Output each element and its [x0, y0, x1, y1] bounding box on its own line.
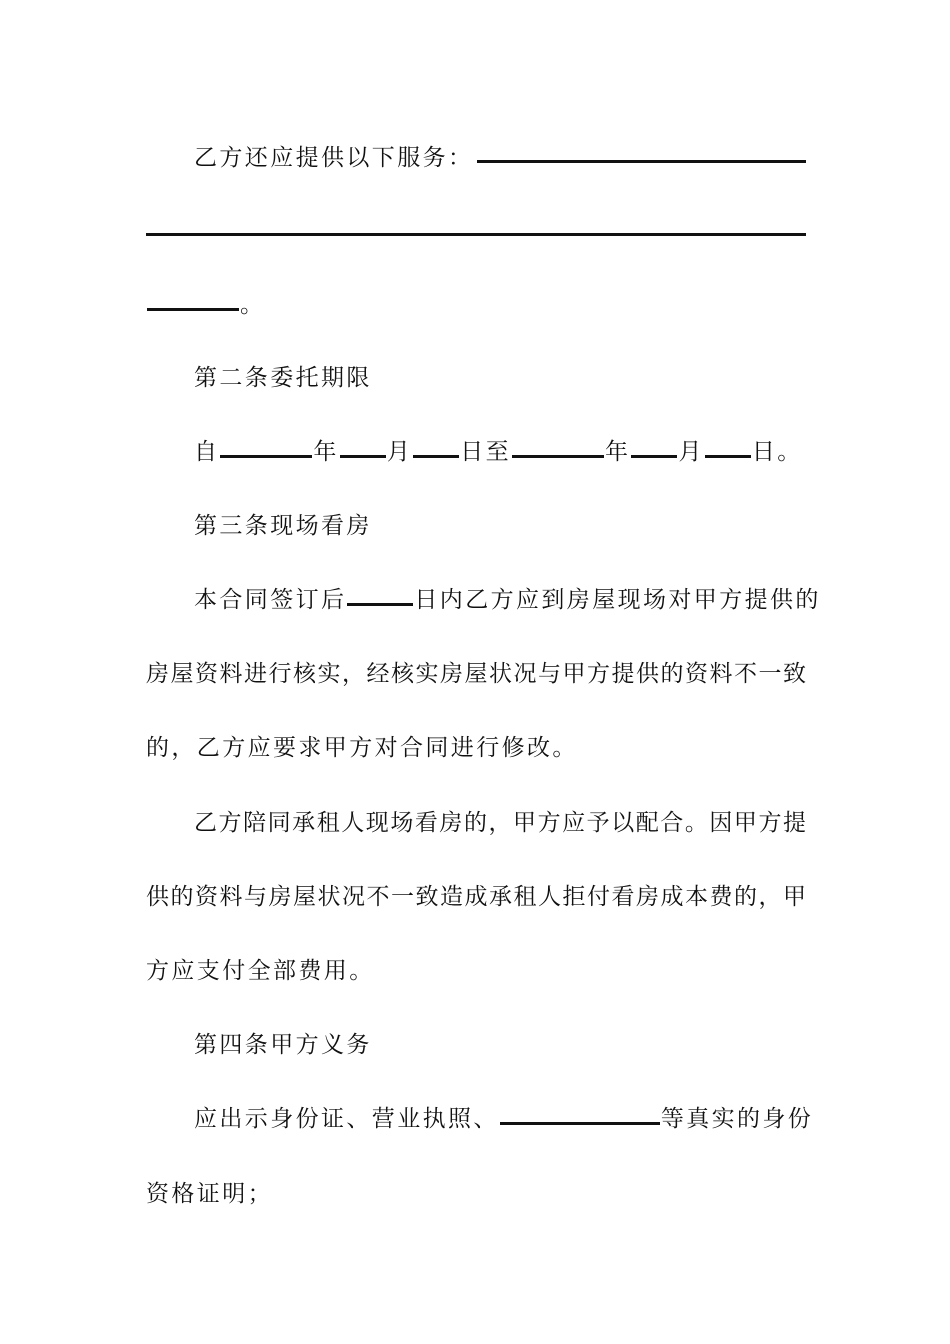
- end-year-blank: [512, 454, 604, 458]
- term-line: [194, 437, 806, 467]
- p3-line1: [194, 1104, 814, 1134]
- p1-line2: 房屋资料进行核实，经核实房屋状况与甲方提供的资料不一致: [146, 661, 806, 687]
- p1-line1-b: 日内乙方应到房屋现场对甲方提供的: [414, 587, 821, 613]
- start-year-blank: [220, 454, 312, 458]
- article4-title: 第四条甲方义务: [194, 1032, 372, 1058]
- services-blank-line: [146, 216, 806, 246]
- p3-line2: 资格证明；: [146, 1181, 273, 1207]
- p2-line2: 供的资料与房屋状况不一致造成承租人拒付看房成本费的，甲: [146, 884, 806, 910]
- term-year-1: 年: [313, 439, 339, 465]
- p2-line3: 方应支付全部费用。: [146, 958, 375, 984]
- days-blank: [347, 602, 413, 606]
- services-prefix: 乙方还应提供以下服务：: [194, 145, 474, 171]
- p3-line1-a: 应出示身份证、营业执照、: [194, 1106, 499, 1132]
- p1-line1-a: 本合同签订后: [194, 587, 347, 613]
- start-month-blank: [340, 454, 386, 458]
- p2-line1: 乙方陪同承租人现场看房的，甲方应予以配合。因甲方提: [194, 810, 806, 836]
- term-from: 自: [194, 439, 220, 465]
- start-day-blank: [413, 454, 459, 458]
- article2-title: 第二条委托期限: [194, 365, 372, 391]
- term-year-2: 年: [605, 439, 631, 465]
- p3-line1-b: 等真实的身份: [660, 1106, 814, 1132]
- services-blank-1: [477, 159, 806, 163]
- services-line: [194, 143, 806, 173]
- term-day-to: 日至: [460, 439, 512, 465]
- p1-line1: [194, 585, 821, 615]
- end-month-blank: [631, 454, 677, 458]
- end-day-blank: [705, 454, 751, 458]
- services-blank-2: [146, 232, 806, 236]
- term-month-1: 月: [386, 439, 413, 465]
- term-day-end: 日。: [751, 439, 803, 465]
- services-blank-3: [147, 307, 239, 311]
- services-suffix: 。: [240, 292, 266, 318]
- id-docs-blank: [500, 1121, 660, 1125]
- article3-title: 第三条现场看房: [194, 513, 372, 539]
- term-month-2: 月: [678, 439, 704, 465]
- services-end-line: [146, 290, 806, 320]
- p1-line3: 的，乙方应要求甲方对合同进行修改。: [146, 735, 578, 761]
